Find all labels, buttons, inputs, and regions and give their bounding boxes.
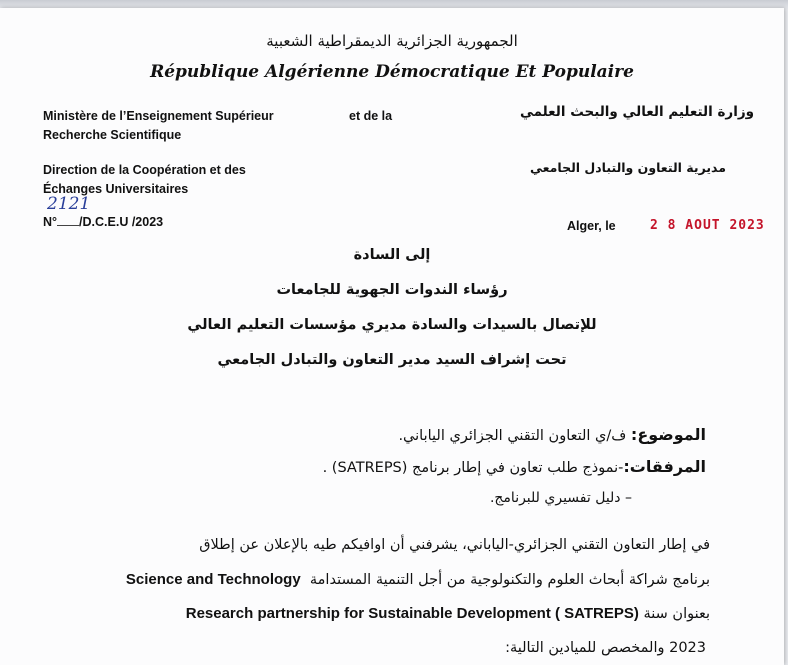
attachments-label: المرفقات: [623,457,706,476]
attachment-item: – دليل تفسيري للبرنامج. [489,490,632,506]
reference-blank [57,225,79,226]
body-paragraph-line [40,605,710,622]
recipient-line: تحت إشراف السيد مدير التعاون والتبادل الجامعي [217,352,567,368]
date-place: Alger, le [567,219,616,233]
reference-suffix: /D.C.E.U /2023 [79,215,164,229]
body-paragraph-line: في إطار التعاون التقني الجزائري-الياباني، يشرفني أن اوافيكم طيه بالإعلان عن إطلاق [199,537,710,553]
subject-label: الموضوع: [630,425,706,444]
recipient-line: للإتصال بالسيدات والسادة مديري مؤسسات التعليم العالي [187,317,597,333]
body-english-text: Research partnership for Sustainable Development ( SATREPS) [185,605,639,622]
french-republic-title: République Algérienne Démocratique Et Populaire [150,62,634,82]
body-arabic-text: بعنوان سنة [643,606,710,622]
direction-fr-line2: Échanges Universitaires [43,182,189,196]
body-paragraph-line: 2023 والمخصص للميادين التالية: [505,640,706,656]
direction-fr-line1: Direction de la Coopération et des [43,163,246,177]
ministry-fr-line1: Ministère de l’Enseignement Supérieur [43,109,274,123]
document-page [0,8,784,665]
subject-text: ف/ي التعاون التقني الجزائري الياباني. [398,428,631,444]
recipient-line: إلى السادة [353,247,431,263]
subject-line [398,425,706,444]
reference-line [43,215,163,229]
body-arabic-text: برنامج شراكة أبحاث العلوم والتكنولوجية من أجل التنمية المستدامة [309,572,710,588]
attachment-item: -نموذج طلب تعاون في إطار برنامج (SATREPS) . [322,460,624,476]
reference-prefix: N° [43,215,58,229]
body-english-text: Science and Technology [125,571,301,588]
ministry-ar: وزارة التعليم العالي والبحث العلمي [519,104,754,120]
attachments-line [323,457,706,476]
ministry-fr-line2: Recherche Scientifique [43,128,182,142]
recipient-line: رؤساء الندوات الجهوية للجامعات [276,282,508,298]
direction-ar: مديرية التعاون والتبادل الجامعي [529,160,726,175]
handwritten-reference-number: 2121 [47,194,91,214]
date-stamp: 2 8 AOUT 2023 [650,218,765,233]
body-paragraph-line [40,571,710,588]
arabic-republic-title: الجمهورية الجزائرية الديمقراطية الشعبية [266,32,518,50]
ministry-fr-suffix: et de la [349,109,393,123]
